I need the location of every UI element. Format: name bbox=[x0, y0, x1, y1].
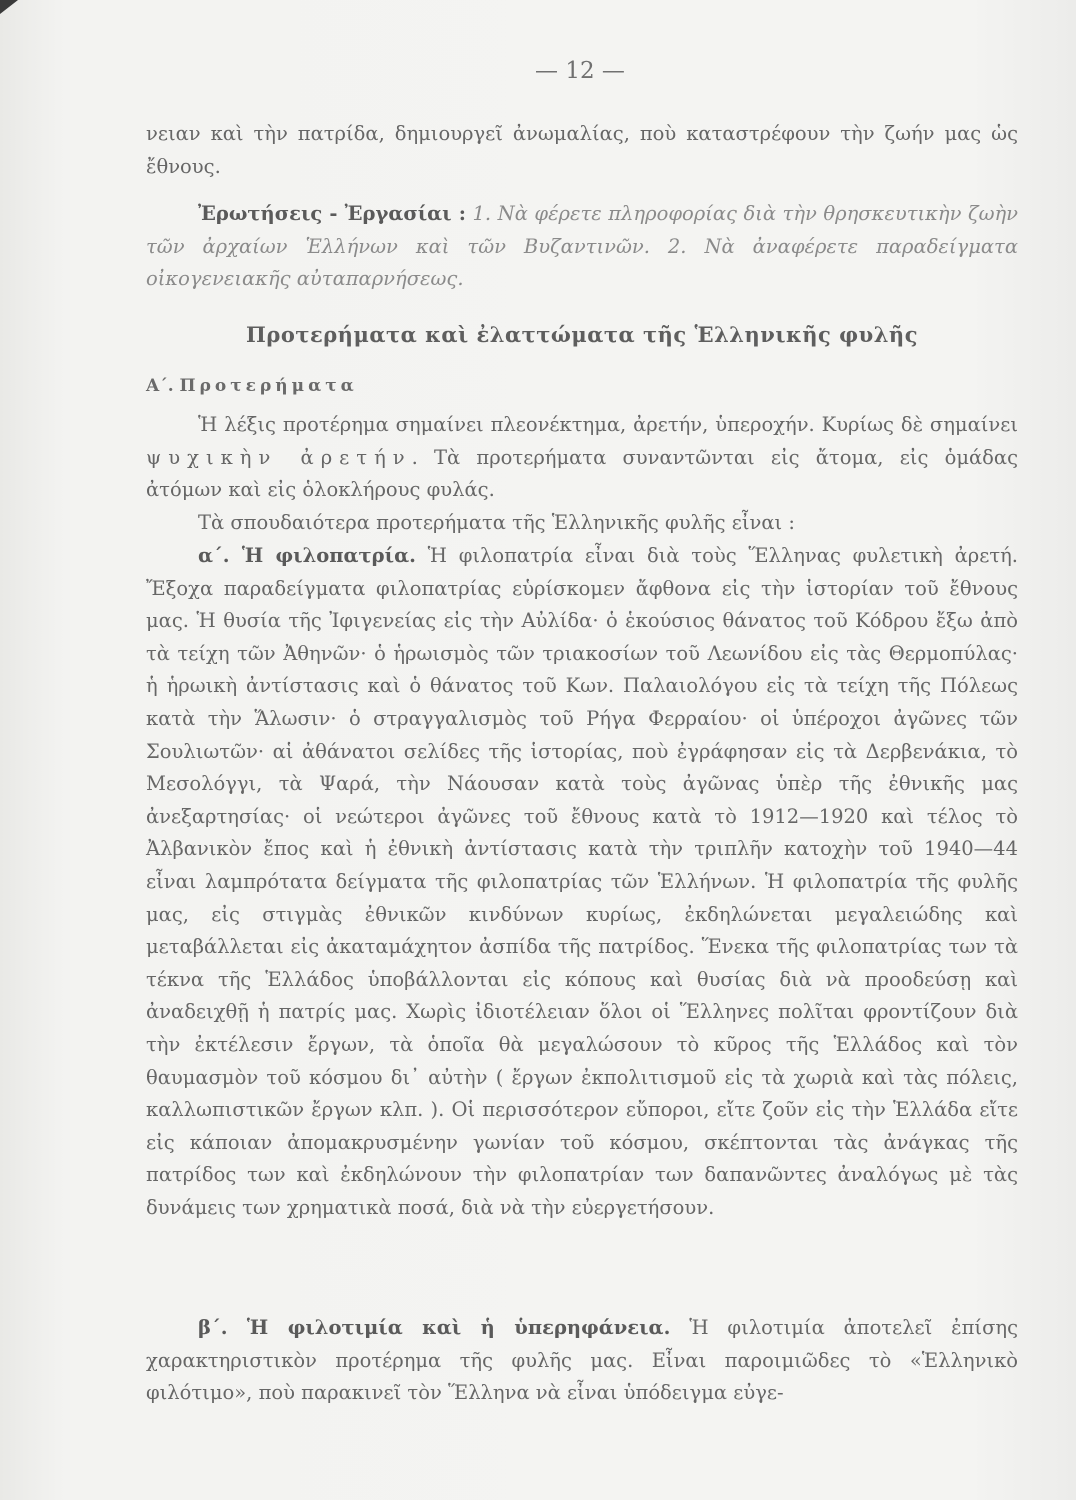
questions-label: Ἐρωτήσεις - Ἐργασίαι : bbox=[198, 202, 466, 225]
virtue-b-text: Ἡ φιλοτιμία ἀποτελεῖ ἐπίσης χαρακτηριστικὸν προτέρημα τῆς φυλῆς μας. Εἶναι παροιμιῶδες τὸ «Ἑλληνικὸ φιλότιμο», ποὺ παρακινεῖ τὸν Ἕλληνα νὰ εἶναι ὑπόδειγμα εὐγε- bbox=[146, 1316, 1018, 1405]
subsection-marker: Α΄. bbox=[146, 376, 174, 396]
questions-text: 1. Νὰ φέρετε πληροφορίας διὰ τὴν θρησκευτικὴν ζωὴν τῶν ἀρχαίων Ἑλλήνων καὶ τῶν Βυζαντινῶν. 2. Νὰ ἀναφέρετε παραδείγματα οἰκογενειακῆς αὐταπαρνήσεως. bbox=[146, 202, 1019, 291]
definition-spaced: ψυχικὴν ἀρετήν bbox=[146, 445, 412, 469]
section-heading: Προτερήματα καὶ ἐλαττώματα τῆς Ἑλληνικῆς φυλῆς bbox=[246, 322, 918, 347]
definition-before: Ἡ λέξις προτέρημα σημαίνει πλεονέκτημα, ἀρετήν, ὑπεροχήν. Κυρίως δὲ σημαίνει bbox=[198, 413, 1018, 436]
list-intro: Τὰ σπουδαιότερα προτερήματα τῆς Ἑλληνικῆς φυλῆς εἶναι : bbox=[198, 510, 795, 534]
page-number: — 12 — bbox=[535, 58, 625, 84]
intro-paragraph bbox=[146, 118, 1018, 183]
virtue-a-text: Ἡ φιλοπατρία εἶναι διὰ τοὺς Ἕλληνας φυλετικὴ ἀρετή. Ἔξοχα παραδείγματα φιλοπατρίας εὑρίσκομεν ἄφθονα εἰς τὴν ἱστορίαν τοῦ ἔθνους μας. Ἡ θυσία τῆς Ἰφιγενείας εἰς τὴν Αὐλίδα· ὁ ἑκούσιος θάνατος τοῦ Κόδρου ἔξω ἀπὸ τὰ τείχη τῶν Ἀθηνῶν· ὁ ἡρωισμὸς τῶν τριακοσίων τοῦ Λεωνίδου εἰς τὰς Θερμοπύλας· ἡ ἡρωικὴ ἀντίστασις καὶ ὁ θάνατος τοῦ Κων. Παλαιολόγου εἰς τὰ τείχη τῆς Πόλεως κατὰ τὴν Ἅλωσιν· ὁ στραγγαλισμὸς τοῦ Ρήγα Φερραίου· οἱ ὑπέροχοι ἀγῶνες τῶν Σουλιωτῶν· αἱ ἀθάνατοι σελίδες τῆς ἱστορίας, ποὺ ἐγράφησαν εἰς τὰ Δερβενάκια, τὸ Μεσολόγγι, τὰ Ψαρά, τὴν Νάουσαν κατὰ τοὺς ἀγῶνας ὑπὲρ τῆς ἐθνικῆς μας ἀνεξαρτησίας· οἱ νεώτεροι ἀγῶνες τοῦ ἔθνους κατὰ τὸ 1912—1920 καὶ τέλος τὸ Ἀλβανικὸν ἔπος καὶ ἡ ἐθνικὴ ἀντίστασις κατὰ τὴν τριπλῆν κατοχὴν τοῦ 1940—44 εἶναι λαμπρότατα δείγματα τῆς φιλοπατρίας τῶν Ἑλλήνων. Ἡ φιλοπατρία τῆς φυλῆς μας, εἰς στιγμὰς ἐθνικῶν κινδύνων κυρίως, ἐκδηλώνεται μεγαλειώδης καὶ μεταβάλλεται εἰς ἀκαταμάχητον ἀσπίδα τῆς πατρίδος. Ἕνεκα τῆς φιλοπατρίας των τὰ τέκνα τῆς Ἑλλάδος ὑποβάλλονται εἰς κόπους καὶ θυσίας διὰ νὰ προοδεύσῃ καὶ ἀναδειχθῇ ἡ πατρίς μας. Χωρὶς ἰδιοτέλειαν ὅλοι οἱ Ἕλληνες πολῖται φροντίζουν διὰ τὴν ἐκτέλεσιν ἔργων, τὰ ὁποῖα θὰ μεγαλώσουν τὸ κῦρος τῆς Ἑλλάδος καὶ τὸν θαυμασμὸν τοῦ κόσμου δι᾽ αὐτὴν ( ἔργων ἐκπολιτισμοῦ εἰς τὰ χωριὰ καὶ τὰς πόλεις, καλλωπιστικῶν ἔργων κλπ. ). Οἱ περισσότερον εὔποροι, εἴτε ζοῦν εἰς τὴν Ἑλλάδα εἴτε εἰς κάποιαν ἀπομακρυσμένην γωνίαν τοῦ κόσμου, σκέπτονται τὰς ἀνάγκας τῆς πατρίδος των καὶ ἐκδηλώνουν τὴν φιλοπατρίαν των δαπανῶντες ἀναλόγως μὲ τὰς δυνάμεις των χρηματικὰ ποσά, διὰ νὰ τὴν εὐεργετήσουν. bbox=[146, 544, 1018, 1219]
intro-text: νειαν καὶ τὴν πατρίδα, δημιουργεῖ ἀνωμαλίας, ποὺ καταστρέφουν τὴν ζωήν μας ὡς ἔθνους. bbox=[146, 122, 1018, 178]
virtue-a-paragraph bbox=[146, 540, 1018, 1224]
definition-after: . Τὰ προτερήματα συναντῶνται εἰς ἄτομα, εἰς ὁμάδας ἀτόμων καὶ εἰς ὁλοκλήρους φυλάς. bbox=[146, 445, 1018, 502]
questions-block bbox=[146, 198, 1018, 296]
definition-paragraph bbox=[146, 409, 1018, 539]
virtue-b-paragraph bbox=[146, 1312, 1018, 1410]
virtue-b-label: β΄. Ἡ φιλοτιμία καὶ ἡ ὑπερηφάνεια. bbox=[198, 1316, 671, 1339]
subsection-heading bbox=[146, 376, 358, 396]
subsection-title: Προτερήματα bbox=[179, 376, 358, 396]
virtue-a-label: α΄. Ἡ φιλοπατρία. bbox=[198, 544, 416, 567]
page-corner-mark bbox=[0, 0, 18, 14]
